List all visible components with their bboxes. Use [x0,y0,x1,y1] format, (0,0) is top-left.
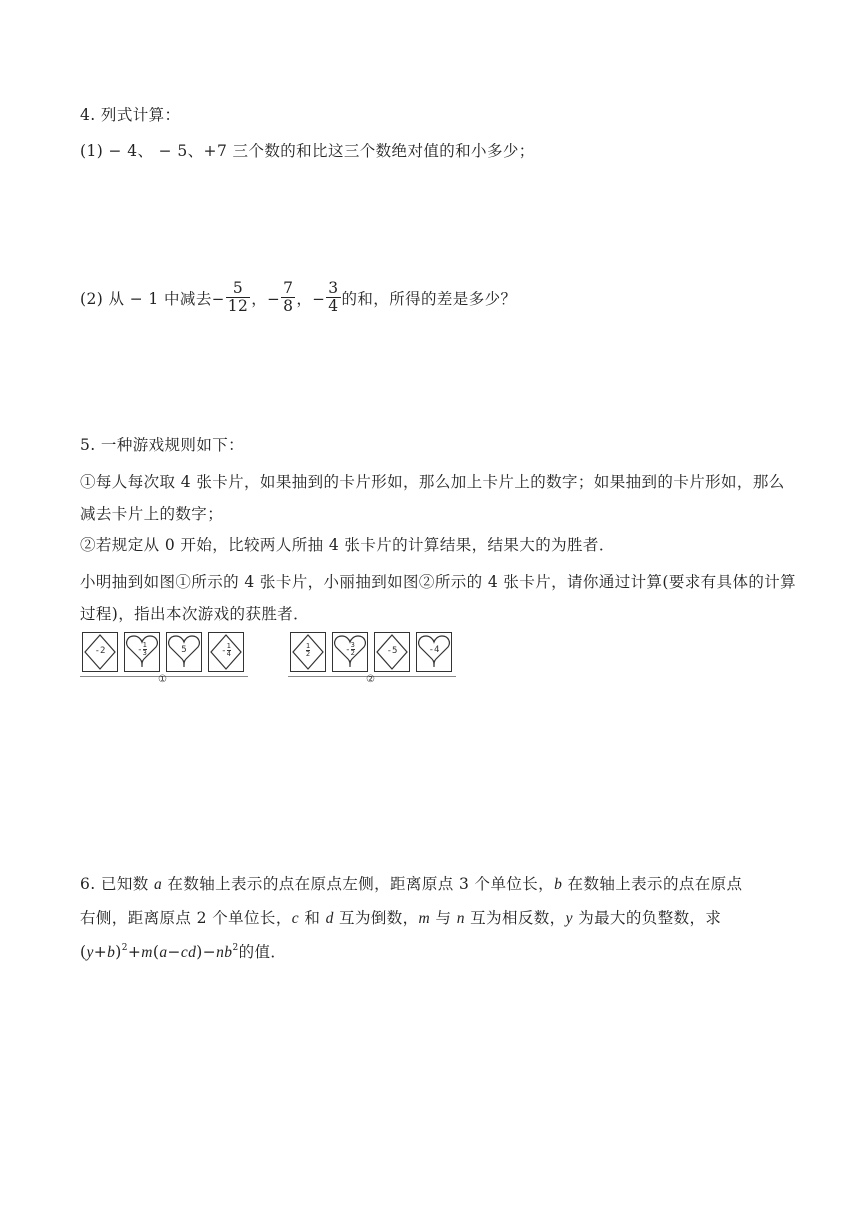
variable-a: a [159,944,168,961]
exponent: 2 [232,943,239,953]
card-fraction-numerator: 1 [226,642,231,650]
q6-text: 右侧，距离原点 2 个单位长， [80,909,292,927]
card-fraction [227,643,231,658]
fraction-5-12 [226,280,251,315]
fraction-7-8 [281,280,295,315]
q6-line1 [80,872,742,894]
card-fraction-numerator: 1 [142,641,147,649]
minus-sign: − [312,290,326,308]
card-label: -4 [428,645,440,655]
fraction-denominator: 12 [227,296,249,315]
exponent: 2 [121,943,128,953]
q5-title: 5. 一种游戏规则如下： [80,436,245,454]
q6-text: 为最大的负整数，求 [572,909,722,927]
q4-part2-prefix: (2) 从 − 1 中减去 [80,290,212,308]
q6-expression [80,940,286,962]
variable-d: d [325,910,334,927]
variable-a: a [153,876,163,893]
card-heart [416,632,452,672]
fraction-3-4 [326,280,340,315]
card-fraction-denominator: 2 [305,650,311,658]
card-label [206,643,246,658]
card-label: -2 [94,646,106,656]
figure-marker-2: ② [366,674,375,685]
card-heart [332,632,368,672]
q6-text: 与 [430,909,457,927]
q4-title: 4. 列式计算： [80,106,181,124]
card-fraction-denominator: 3 [142,649,147,657]
card-label [330,642,370,657]
card-label [122,642,162,657]
figure-marker-1: ① [158,674,167,685]
variable-b: b [107,944,116,961]
card-label: 5 [181,645,187,655]
q6-text: 和 [299,909,326,927]
q6-text: 在数轴上表示的点在原点 [562,875,743,893]
variable-y: y [86,944,94,961]
card-fraction-numerator: 1 [305,642,311,650]
card-heart [124,632,160,672]
q6-text: 互为倒数， [333,909,419,927]
math-paren: ( [80,943,87,961]
variable-nb: nb [216,944,233,961]
q6-text: 的值． [238,943,287,961]
q4-part1: (1) − 4、 − 5、+7 三个数的和比这三个数绝对值的和小多少； [80,142,535,160]
q5-rule1: ①每人每次取 4 张卡片，如果抽到的卡片形如，那么加上卡片上的数字；如果抽到的卡片形如，那么减去卡片上的数字； [80,473,785,523]
q6-line2 [80,906,721,928]
card-diamond [374,632,410,672]
card-fraction-denominator: 2 [350,649,355,657]
q5-rule2: ②若规定从 0 开始，比较两人所抽 4 张卡片的计算结果，结果大的为胜者． [80,536,615,554]
fraction-numerator: 3 [328,279,339,298]
minus-sign: − [267,290,281,308]
separator: ， [296,290,313,308]
q6-text: 互为相反数， [464,909,566,927]
math-paren: ( [152,943,160,961]
card-diamond [208,632,244,672]
fraction-denominator: 8 [283,296,294,315]
math-paren: ) [115,943,122,961]
q4-part2 [80,276,516,322]
variable-m: m [418,910,431,927]
math-operator: − [202,943,217,961]
card-fraction [351,642,355,657]
math-operator: + [127,943,142,961]
q6-text: 6. 已知数 [80,875,154,893]
math-operator: − [167,943,181,961]
card-fraction-numerator: 3 [350,641,355,649]
card-diamond [290,632,326,672]
card-diamond [82,632,118,672]
variable-cd: cd [180,944,197,961]
q5-task: 小明抽到如图①所示的 4 张卡片，小丽抽到如图②所示的 4 张卡片，请你通过计算(要求有具体的计算过程)，指出本次游戏的获胜者． [80,573,797,623]
minus-sign: − [211,290,225,308]
card-fraction [306,643,310,658]
variable-n: n [456,910,465,927]
card-sign: - [137,645,143,655]
card-fraction [143,642,147,657]
variable-c: c [291,910,299,927]
card-sign: - [221,646,227,656]
q6-text: 在数轴上表示的点在原点左侧，距离原点 3 个单位长， [162,875,555,893]
math-operator: + [93,943,108,961]
card-label: -5 [386,646,398,656]
variable-m: m [141,944,153,961]
q4-part2-suffix: 的和，所得的差是多少？ [341,290,517,308]
math-paren: ) [196,943,203,961]
card-sign: - [345,645,351,655]
fraction-denominator: 4 [328,296,339,315]
card-fraction-denominator: 4 [226,650,231,658]
variable-y: y [565,910,573,927]
fraction-numerator: 5 [226,280,251,297]
fraction-numerator: 7 [283,279,294,298]
card-label [288,643,328,658]
card-heart [166,632,202,672]
separator: ， [251,290,268,308]
variable-b: b [554,876,563,893]
